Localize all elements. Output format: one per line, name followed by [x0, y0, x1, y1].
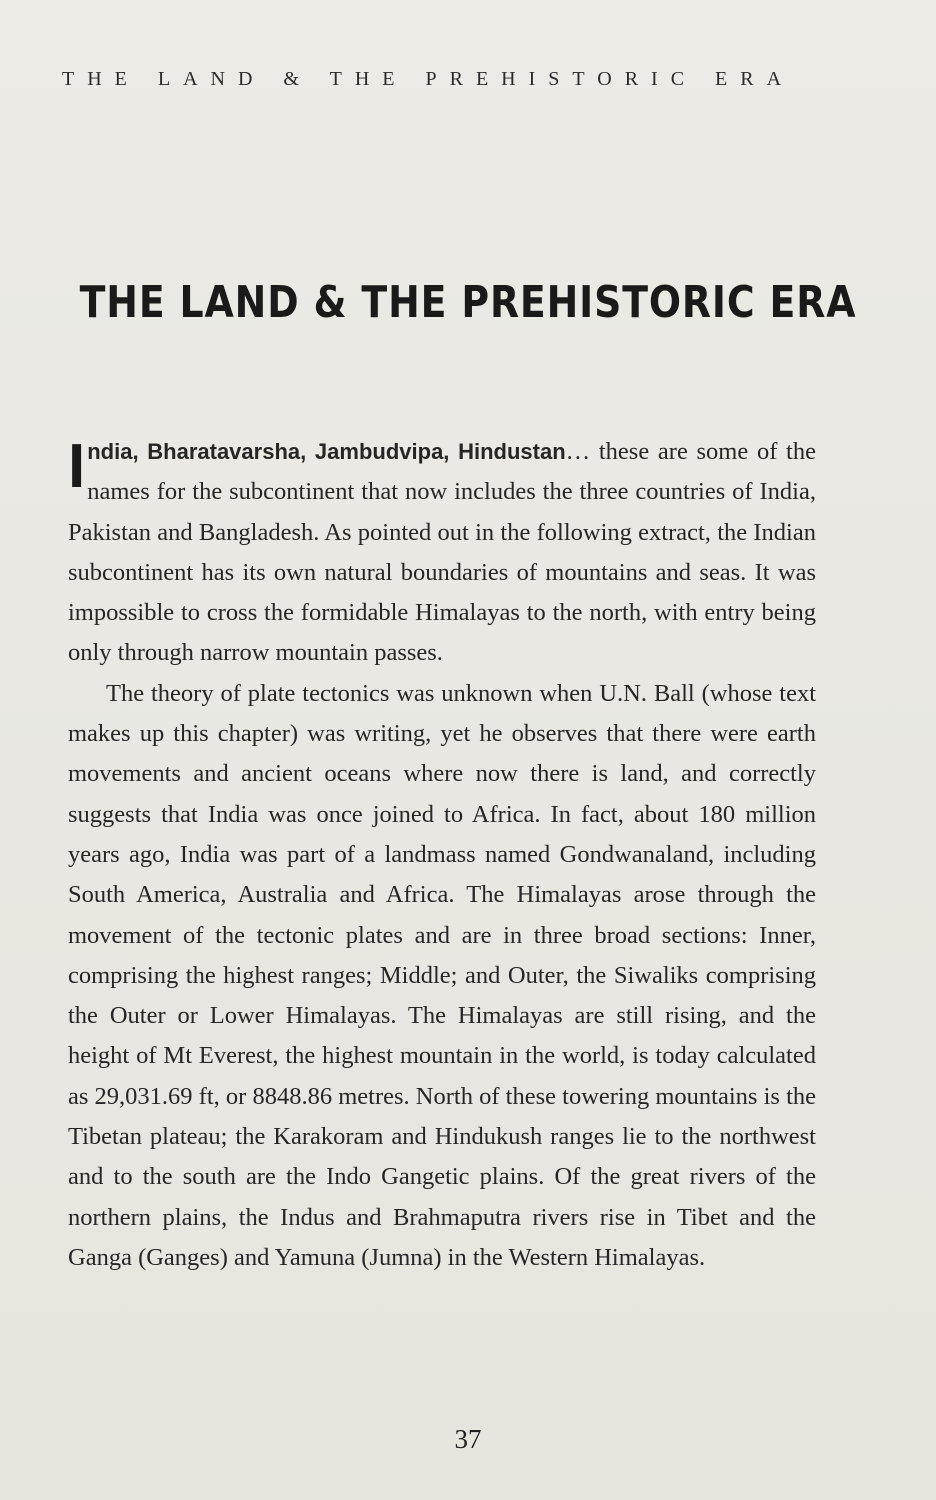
running-head: THE LAND & THE PREHISTORIC ERA — [62, 68, 795, 90]
chapter-title: THE LAND & THE PREHISTORIC ERA — [79, 277, 857, 329]
paragraph-1-text: … these are some of the names for the subcontinent that now includes the three countries of India, Pakistan and Bangladesh. As pointed out in the following extract, the Indian subcontinent has its own natural boundaries of mountains and seas. It was impossible to cross the formidable Himalayas to the north, with entry being only through narrow mountain passes. — [68, 438, 816, 667]
body-text — [68, 432, 816, 1278]
drop-cap: I — [68, 432, 86, 501]
paragraph-1 — [68, 432, 816, 674]
paragraph-2: The theory of plate tectonics was unknown when U.N. Ball (whose text makes up this chapter) was writing, yet he observes that there were earth movements and ancient oceans where now there is land, and correctly suggests that India was once joined to Africa. In fact, about 180 million years ago, India was part of a landmass named Gondwanaland, including South America, Australia and Africa. The Himalayas arose through the movement of the tectonic plates and are in three broad sections: Inner, comprising the highest ranges; Middle; and Outer, the Siwaliks comprising the Outer or Lower Himalayas. The Himalayas are still rising, and the height of Mt Everest, the highest mountain in the world, is today calculated as 29,031.69 ft, or 8848.86 metres. North of these towering mountains is the Tibetan plateau; the Karakoram and Hindukush ranges lie to the northwest and to the south are the Indo Gangetic plains. Of the great rivers of the northern plains, the Indus and Brahmaputra rivers rise in Tibet and the Ganga (Ganges) and Yamuna (Jumna) in the Western Himalayas. — [68, 679, 816, 1271]
page-number: 37 — [454, 1424, 482, 1454]
lead-names: ndia, Bharatavarsha, Jambudvipa, Hindustan — [87, 439, 566, 464]
